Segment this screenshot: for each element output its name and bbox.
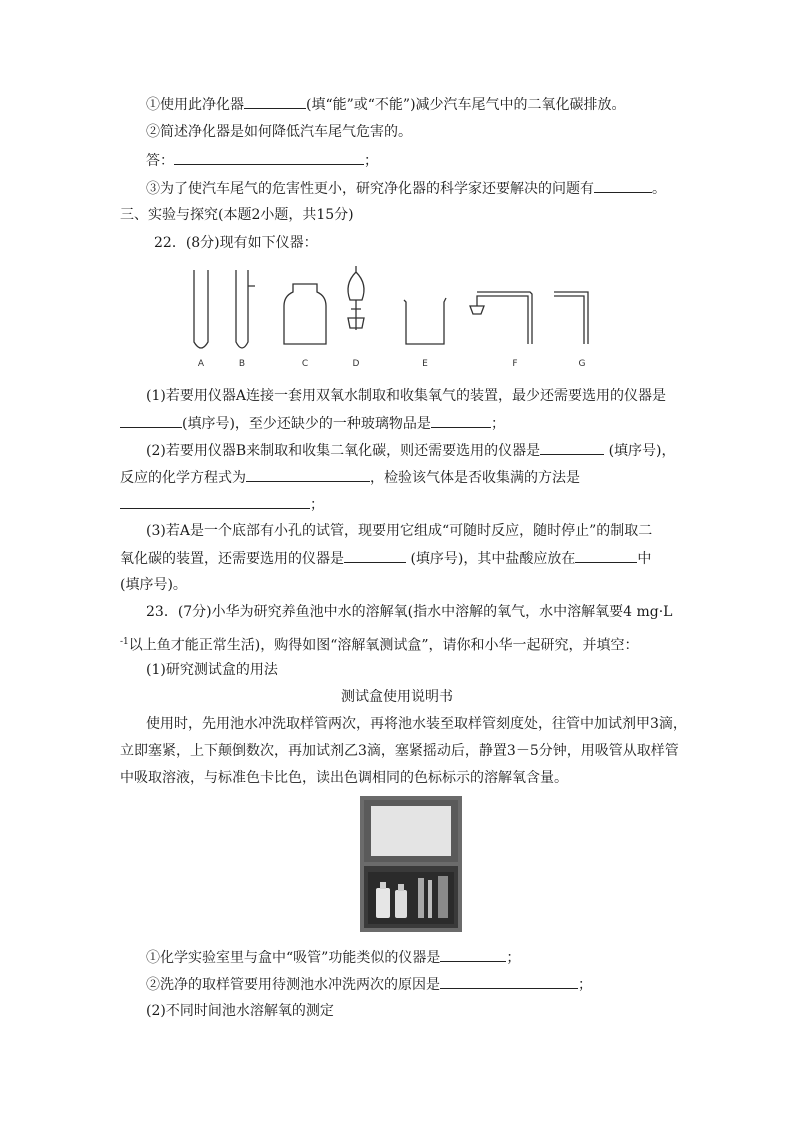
label-c: C [301, 359, 309, 369]
answer-blank[interactable] [575, 548, 637, 563]
manual-line2: 立即塞紧，上下颠倒数次，再加试剂乙3滴，塞紧摇动后，静置3－5分钟，用吸管从取样管 [120, 743, 679, 759]
manual-line1: 使用时，先用池水冲洗取样管两次，再将池水装至取样管刻度处，往管中加试剂甲3滴， [146, 716, 687, 732]
beaker-e [404, 298, 446, 344]
manual-title: 测试盒使用说明书 [341, 689, 453, 705]
q22-part3-line3: (填序号)。 [120, 577, 187, 593]
answer-blank[interactable] [244, 94, 306, 109]
q22-part2-line3: ； [120, 494, 324, 515]
manual-line3: 中吸取溶液，与标准色卡比色，读出色调相同的色标标示的溶解氧含量。 [120, 770, 568, 786]
test-tube-b [236, 270, 255, 348]
answer-blank[interactable] [120, 413, 182, 428]
answer-blank[interactable] [174, 150, 364, 165]
reagent-bottle [395, 890, 407, 918]
answer-blank[interactable] [120, 494, 310, 509]
test-kit-photo [358, 794, 464, 934]
q23-stem-line2: $^{-1}$以上鱼才能正常生活)，购得如图“溶解氧测试盒”，请你和小华一起研究，并填空： [120, 637, 639, 654]
answer-blank[interactable] [540, 440, 604, 455]
reagent-bottle [376, 888, 390, 918]
q22-stem: 22．(8分)现有如下仪器： [154, 235, 318, 251]
label-d: D [352, 359, 360, 369]
answer-blank[interactable] [246, 467, 370, 482]
q21-item1: ①使用此净化器 (填“能”或“不能”)减少汽车尾气中的二氧化碳排放。 [146, 94, 626, 115]
q23-part1: (1)研究测试盒的用法 [146, 662, 278, 678]
answer-blank[interactable] [594, 178, 652, 193]
apparatus-figure [180, 262, 610, 374]
answer-blank[interactable] [344, 548, 406, 563]
q21-item3: ③为了使汽车尾气的危害性更小，研究净化器的科学家还要解决的问题有 。 [146, 178, 666, 199]
q22-part3-line1: (3)若A是一个底部有小孔的试管，现要用它组成“可随时反应，随时停止”的制取二 [146, 523, 653, 539]
superscript-minus-one: -1 [120, 637, 129, 647]
color-card [438, 876, 448, 918]
answer-blank[interactable] [431, 413, 491, 428]
dropper-pipette [428, 880, 432, 918]
q22-part2-line2: 反应的化学方程式为 ，检验该气体是否收集满的方法是 [120, 467, 580, 488]
q23-stem-line1: 23．(7分)小华为研究养鱼池中水的溶解氧(指水中溶解的氧气，水中溶解氧要4 mg·L [146, 604, 673, 620]
stopper-tube-f [470, 292, 532, 344]
gas-bottle-c [284, 284, 326, 344]
answer-blank[interactable] [440, 974, 578, 989]
label-a: A [197, 359, 205, 369]
q22-part3-line2: 氧化碳的装置，还需要选用的仪器是 (填序号)，其中盐酸应放在 中 [120, 548, 651, 569]
q22-part2-line1: (2)若要用仪器B来制取和收集二氧化碳，则还需要选用的仪器是 (填序号)， [146, 440, 676, 461]
label-e: E [422, 359, 428, 369]
q21-item2: ②简述净化器是如何降低汽车尾气危害的。 [146, 124, 412, 140]
q22-part1-line2: (填序号)，至少还缺少的一种玻璃物品是 ； [120, 413, 505, 434]
q21-answer: 答： ； [146, 150, 378, 171]
sampling-tube [418, 878, 424, 918]
label-g: G [578, 359, 586, 369]
q23-question1: ①化学实验室里与盒中“吸管”功能类似的仪器是 ； [146, 947, 520, 968]
q23-part2: (2)不同时间池水溶解氧的测定 [146, 1003, 334, 1019]
test-tube-a [194, 270, 208, 348]
bent-tube-g [554, 292, 588, 344]
q23-question2: ②洗净的取样管要用待测池水冲洗两次的原因是 ； [146, 974, 592, 995]
answer-blank[interactable] [440, 947, 506, 962]
q22-part1-line1: (1)若要用仪器A连接一套用双氧水制取和收集氧气的装置，最少还需要选用的仪器是 [146, 388, 666, 404]
section-heading: 三、实验与探究(本题2小题，共15分) [120, 207, 354, 223]
label-f: F [512, 359, 518, 369]
separatory-funnel-d [348, 266, 364, 330]
label-b: B [238, 359, 246, 369]
